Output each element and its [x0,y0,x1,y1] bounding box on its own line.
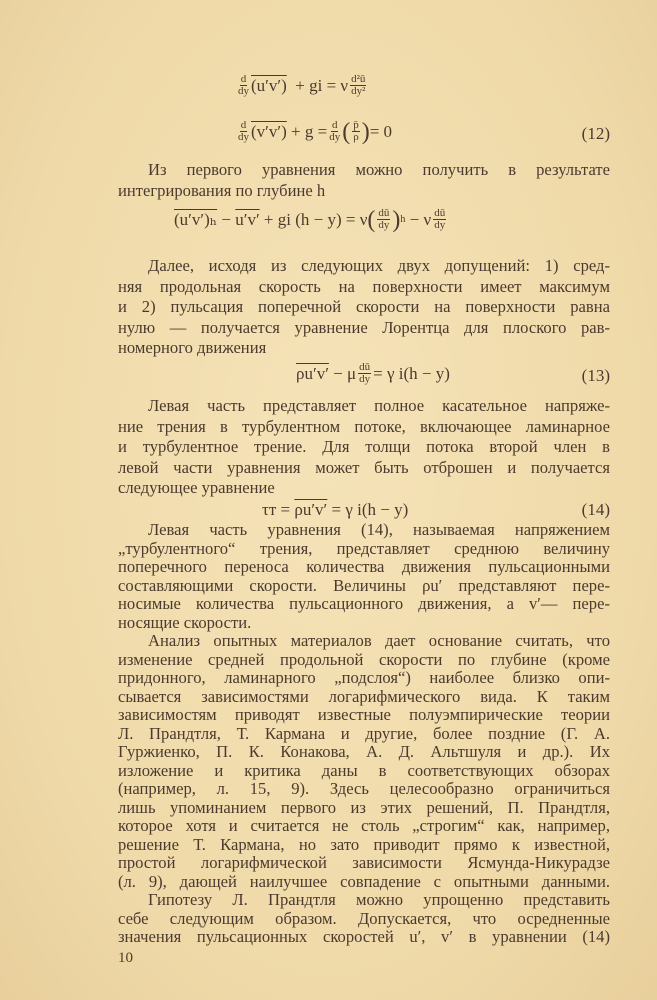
paragraph-5: Анализ опытных материалов дает основание считать, что изменение средней продольной скорости по глубине (кроме придонного, ламинарного „подслоя“) наиболее близко опи- сывается зависимостями логарифмического вида. К таким зависимостям приводят известные полуэмпирические теории Л. Прандтля, Т. Кармана и другие, более поздние (Г. А. Гуржиенко, П. К. Конакова, А. Д. Альтшуля и др.). Их изложение и критика даны в соответствующих обзорах (например, л. 15, 9). Здесь целесообразно ограничиться лишь упоминанием первого из этих решений, П. Прандтля, которое хотя и считается не столь „строгим“ как, например, решение Т. Кармана, но зато приводит прямо к известной, простой логарифмической зависимости Ясмунда-Никурадзе (л. 9), дающей наилучшее совпадение с опытными данными. [118,631,610,891]
equation-12: $\frac{d}{dy}$ (v′v′) + g = $\frac{d}{dy}$ ( $\frac{p̄}{\rho}$ ) = 0 [238,118,393,145]
equation-13: ρu′v′ − μ $\frac{dū}{dy}$ = γ i(h − y) [296,361,450,385]
paragraph-6: Гипотезу Л. Прандтля можно упрощенно представить себе следующим образом. Допускается, что осредненные значения пульсационных скоростей u′, v′ в уравнении (14) [118,890,610,946]
paren: ) [392,206,401,233]
equation-number-13: (13) [581,366,610,385]
fraction: $\frac{d}{dy}$ [329,119,341,143]
paren: ) [361,118,370,145]
fraction: $\frac{dū}{dy}$ [434,207,446,231]
equation-number-12: (12) [581,124,610,143]
equation-momentum-x: $\frac{d}{dy}$ (u′v′) + gi = ν $\frac{\text{d²ū}}{\text{dy²}}$ [238,73,366,97]
fraction: $\frac{p̄}{\rho}$ [353,119,359,143]
paragraph-3: Левая часть представляет полное касательное напряже- ние трения в турбулентном потоке, включающее ламинарное и турбулентное трение. Для толщи потока второй член в левой части уравнения может быть отброшен и получается следующее уравнение [118,396,610,498]
fraction: $\frac{d}{dy}$ [238,73,249,97]
paren: ( [342,118,351,145]
paren: ( [367,206,376,233]
fraction: $\frac{dū}{dy}$ [378,207,390,231]
equation-14: τт = ρu′v′ = γ i(h − y) [262,500,409,519]
fraction: $\frac{dū}{dy}$ [359,361,371,385]
paragraph-1: Из первого уравнения можно получить в результате интегрирования по глубине h [118,160,610,200]
equation-number-14: (14) [581,500,610,519]
fraction: $\frac{d}{dy}$ [238,119,249,143]
fraction: $\frac{\text{d²ū}}{\text{dy²}}$ [351,73,366,97]
equation-integrated: (u′v′)ₕ − u′v′ + gi (h − y) = ν ( $\frac{dū}{dy}$ ) h − ν $\frac{dū}{dy}$ [174,206,446,233]
page-number: 10 [118,950,133,966]
paragraph-2: Далее, исходя из следующих двух допущений: 1) сред- няя продольная скорость на поверхности имеет максимум и 2) пульсация поперечной скорости на поверхности равна нулю — получается уравнение Лорентца для плоского рав- номерного движения [118,256,610,358]
paragraph-4: Левая часть уравнения (14), называемая напряжением „турбулентного“ трения, представляет среднюю величину поперечного переноса количества движения пульсационными составляющими скорости. Величины ρu′ представляют пере- носимые количества пульсационного движения, а v′— пере- носящие скорости. [118,520,610,632]
